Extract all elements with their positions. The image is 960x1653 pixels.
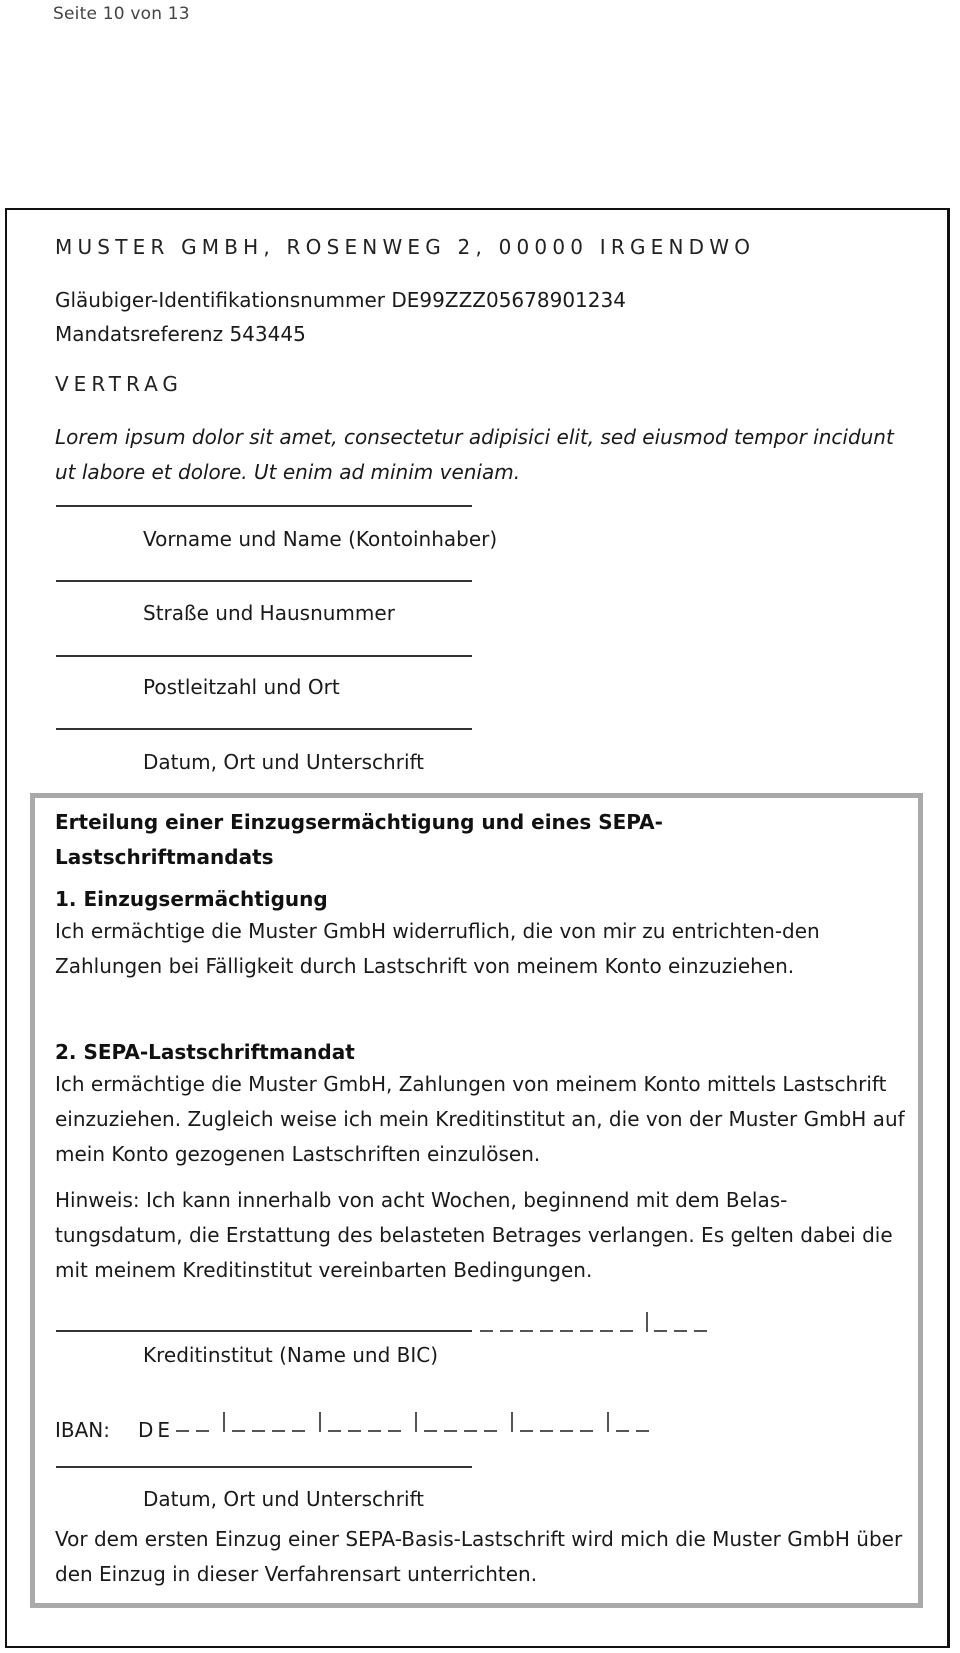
section-title-direct-debit: 1. Einzugsermächtigung (55, 887, 328, 911)
character-slot[interactable] (616, 1430, 629, 1432)
character-slot[interactable] (388, 1430, 401, 1432)
character-slot[interactable] (464, 1430, 477, 1432)
group-separator (607, 1412, 609, 1432)
character-slot[interactable] (272, 1430, 285, 1432)
name-field-label: Vorname und Name (Kontoinhaber) (143, 527, 498, 551)
character-slot[interactable] (252, 1430, 265, 1432)
section-title-sepa-mandate: 2. SEPA-Lastschriftmandat (55, 1040, 355, 1064)
character-slot[interactable] (232, 1430, 245, 1432)
date-signature-field-line[interactable] (56, 728, 472, 730)
character-slot[interactable] (540, 1430, 553, 1432)
character-slot[interactable] (328, 1430, 341, 1432)
group-separator (511, 1412, 513, 1432)
group-separator (646, 1312, 648, 1332)
bank-bic-field[interactable] (56, 1320, 756, 1340)
character-slot[interactable] (348, 1430, 361, 1432)
postal-city-field-label: Postleitzahl und Ort (143, 675, 340, 699)
character-slot[interactable] (424, 1430, 437, 1432)
street-field-label: Straße und Hausnummer (143, 601, 395, 625)
intro-text: Lorem ipsum dolor sit amet, consectetur adipisici elit, sed eiusmod tempor incidunt ut labore et dolore. Ut enim ad minim veniam. (55, 425, 894, 484)
group-separator (223, 1412, 225, 1432)
character-slot[interactable] (560, 1330, 573, 1332)
pre-notification-text: Vor dem ersten Einzug einer SEPA-Basis-Lastschrift wird mich die Muster GmbH über den Einzug in dieser Verfahrensart unterrichten. (55, 1527, 903, 1586)
character-slot[interactable] (484, 1430, 497, 1432)
character-slot[interactable] (636, 1430, 649, 1432)
character-slot[interactable] (444, 1430, 457, 1432)
contract-title: VERTRAG (55, 372, 183, 396)
creditor-id: Gläubiger-Identifikationsnummer DE99ZZZ05678901234 (55, 288, 626, 312)
character-slot[interactable] (674, 1330, 687, 1332)
character-slot[interactable] (520, 1430, 533, 1432)
group-separator (415, 1412, 417, 1432)
character-slot[interactable] (560, 1430, 573, 1432)
group-separator (319, 1412, 321, 1432)
page-number-header: Seite 10 von 13 (53, 4, 190, 24)
character-slot[interactable] (176, 1430, 189, 1432)
character-slot[interactable] (520, 1330, 533, 1332)
character-slot[interactable] (620, 1330, 633, 1332)
character-slot[interactable] (292, 1430, 305, 1432)
character-slot[interactable] (654, 1330, 667, 1332)
street-field-line[interactable] (56, 580, 472, 582)
postal-city-field-line[interactable] (56, 655, 472, 657)
mandate-reference: Mandatsreferenz 543445 (55, 322, 306, 346)
final-signature-line[interactable] (56, 1466, 472, 1468)
mandate-heading: Erteilung einer Einzugsermächtigung und eines SEPA-Lastschriftmandats (55, 810, 663, 869)
bank-name-line[interactable] (56, 1330, 472, 1332)
section-text-direct-debit: Ich ermächtige die Muster GmbH widerruflich, die von mir zu entrichten-den Zahlungen bei Fälligkeit durch Lastschrift von meinem Konto einzuziehen. (55, 919, 820, 978)
character-slot[interactable] (368, 1430, 381, 1432)
iban-field[interactable] (55, 1418, 855, 1448)
section-text-sepa-mandate: Ich ermächtige die Muster GmbH, Zahlungen von meinem Konto mittels Lastschrift einzuziehen. Zugleich weise ich mein Kreditinstitut an, die von der Muster GmbH auf mein Konto gezogenen Lastschriften einzulösen. (55, 1072, 905, 1166)
character-slot[interactable] (580, 1430, 593, 1432)
character-slot[interactable] (480, 1330, 493, 1332)
final-signature-label: Datum, Ort und Unterschrift (143, 1487, 425, 1511)
sender-address: MUSTER GMBH, ROSENWEG 2, 00000 IRGENDWO (55, 235, 756, 259)
character-slot[interactable] (500, 1330, 513, 1332)
name-field-line[interactable] (56, 505, 472, 507)
character-slot[interactable] (540, 1330, 553, 1332)
character-slot[interactable] (580, 1330, 593, 1332)
character-slot[interactable] (196, 1430, 209, 1432)
character-slot[interactable] (694, 1330, 707, 1332)
iban-country-code: DE (138, 1418, 175, 1442)
date-signature-field-label: Datum, Ort und Unterschrift (143, 750, 425, 774)
refund-notice: Hinweis: Ich kann innerhalb von acht Wochen, beginnend mit dem Belas-tungsdatum, die Erstattung des belasteten Betrages verlangen. Es gelten dabei die mit meinem Kreditinstitut vereinbarten Bedingungen. (55, 1188, 893, 1282)
character-slot[interactable] (600, 1330, 613, 1332)
bank-field-label: Kreditinstitut (Name und BIC) (143, 1343, 439, 1367)
iban-label: IBAN: (55, 1418, 110, 1442)
